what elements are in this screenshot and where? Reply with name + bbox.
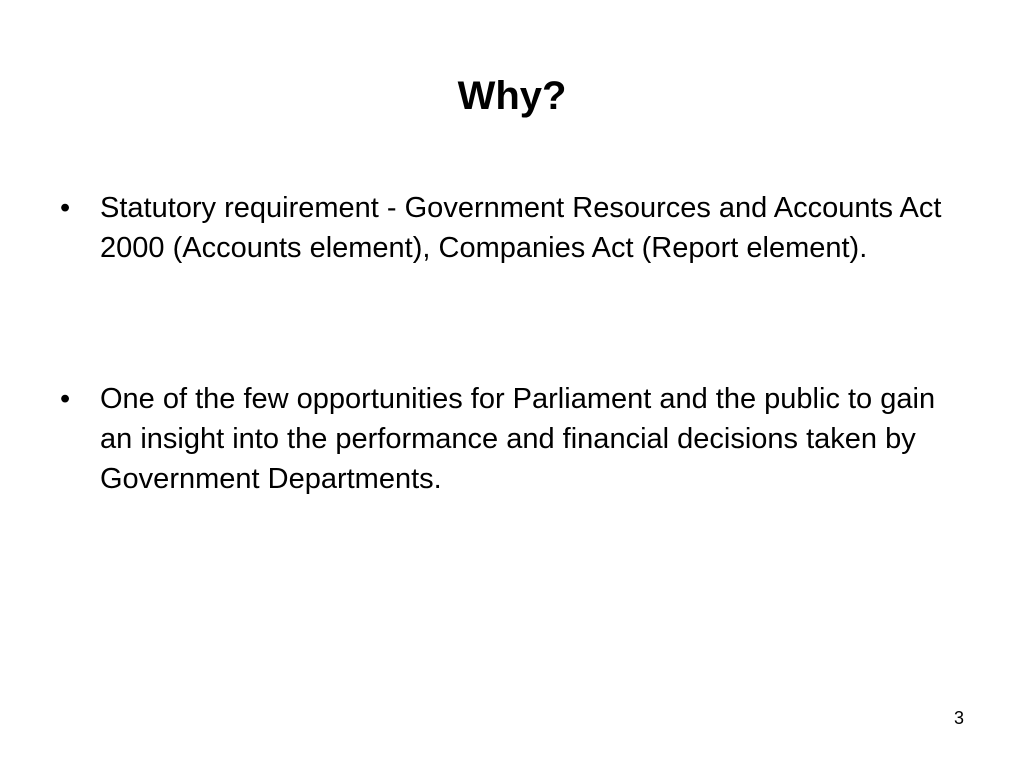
bullet-icon: • <box>60 383 71 415</box>
bullet-list <box>60 188 960 499</box>
list-item <box>60 379 960 499</box>
bullet-text: Statutory requirement - Government Resources and Accounts Act 2000 (Accounts element), Companies Act (Report element). <box>100 192 942 264</box>
bullet-text: One of the few opportunities for Parliament and the public to gain an insight into the performance and financial decisions taken by Government Departments. <box>100 383 936 495</box>
bullet-icon: • <box>60 192 71 224</box>
list-item <box>60 188 960 268</box>
slide-number: 3 <box>953 708 964 728</box>
slide-title: Why? <box>457 74 567 118</box>
